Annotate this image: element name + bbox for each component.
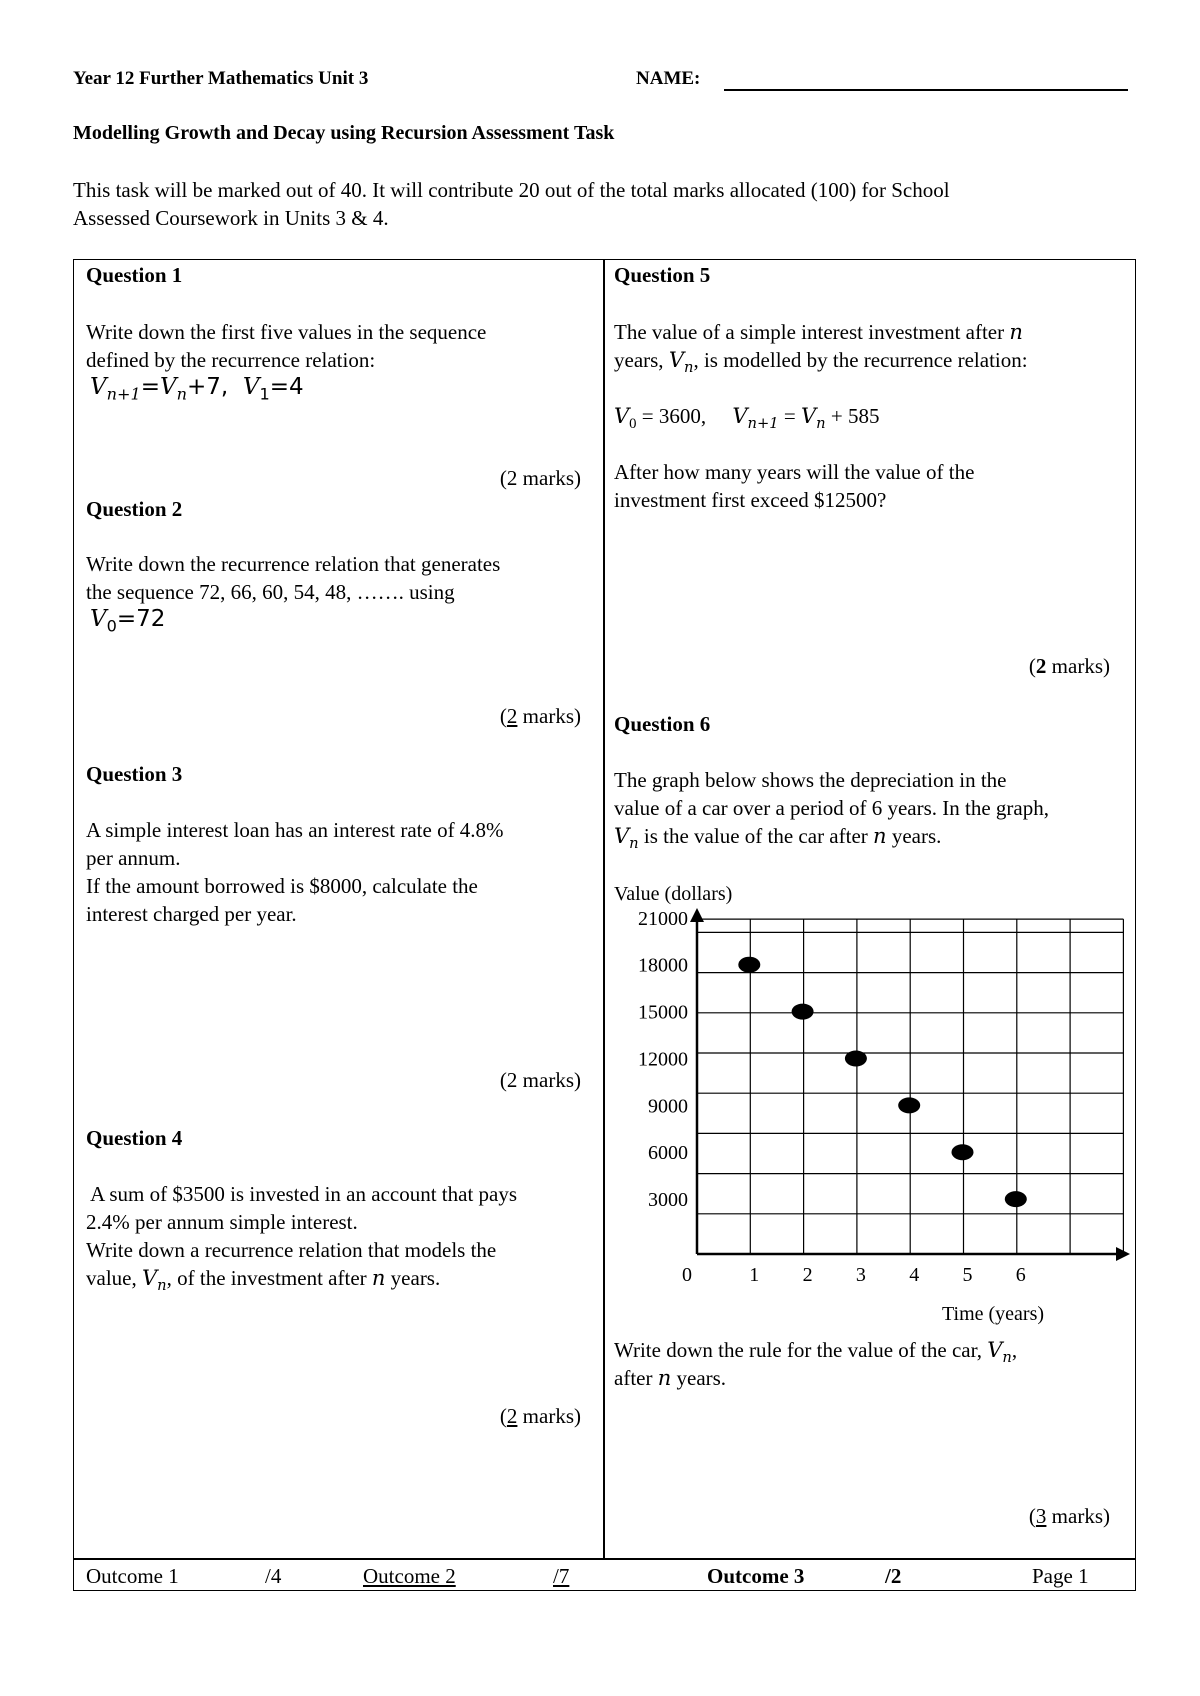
y-tick-label: 3000 bbox=[648, 1189, 688, 1212]
footer-outcome-3-score: /2 bbox=[885, 1564, 902, 1588]
q4-line-2: 2.4% per annum simple interest. bbox=[86, 1210, 358, 1234]
q5-line-2: years, $V_n$, is modelled by the recurrence relation: bbox=[614, 348, 1028, 377]
q4-marks: (2 marks) bbox=[499, 1404, 581, 1428]
data-point bbox=[1005, 1191, 1027, 1207]
x-tick-label: 3 bbox=[855, 1264, 866, 1286]
q2-line-2: the sequence 72, 66, 60, 54, 48, ……. using bbox=[86, 580, 455, 604]
q3-line-2: per annum. bbox=[86, 846, 181, 870]
q1-line-2: defined by the recurrence relation: bbox=[86, 348, 376, 372]
data-point bbox=[952, 1144, 974, 1160]
data-point bbox=[845, 1050, 867, 1066]
q6-line-3: $V_n$ is the value of the car after n years. bbox=[614, 824, 942, 853]
q6-line-2: value of a car over a period of 6 years. In the graph, bbox=[614, 796, 1049, 820]
y-tick-label: 6000 bbox=[648, 1142, 688, 1165]
y-tick-label: 12000 bbox=[638, 1048, 688, 1071]
q5-line-1: The value of a simple interest investment after n bbox=[614, 320, 1023, 344]
footer-page-number: Page 1 bbox=[1032, 1564, 1089, 1588]
depreciation-chart bbox=[604, 870, 1134, 1330]
x-tick-label: 6 bbox=[1015, 1264, 1026, 1286]
y-axis-arrow bbox=[690, 908, 704, 922]
footer-outcome-2-score: /7 bbox=[553, 1564, 570, 1588]
q5-line-4: investment first exceed $12500? bbox=[614, 488, 887, 512]
x-tick-label: 5 bbox=[962, 1264, 973, 1286]
q5-line-3: After how many years will the value of the bbox=[614, 460, 975, 484]
q6-after-1: Write down the rule for the value of the car, $V_n$, bbox=[614, 1338, 1018, 1367]
q4-title: Question 4 bbox=[86, 1126, 183, 1150]
x-tick-label: 0 bbox=[682, 1264, 692, 1286]
data-point bbox=[898, 1097, 920, 1113]
footer-outcome-1-score: /4 bbox=[265, 1564, 282, 1588]
q5-formula: $V_0 = 3600$, $V_{n+1} = V_n + 585$ bbox=[614, 404, 880, 433]
y-tick-label: 21000 bbox=[638, 907, 688, 930]
q4-line-1: A sum of $3500 is invested in an account that pays bbox=[86, 1182, 518, 1206]
q1-formula: $V_{n+1}=V_n+7$, $V_1=4$ bbox=[90, 374, 304, 404]
q6-marks: (3 marks) bbox=[1028, 1504, 1110, 1528]
course-title: Year 12 Further Mathematics Unit 3 bbox=[73, 68, 369, 89]
q3-line-4: interest charged per year. bbox=[86, 902, 297, 926]
q2-marks: (2 marks) bbox=[499, 704, 581, 728]
data-point bbox=[738, 957, 760, 973]
q4-line-3: Write down a recurrence relation that models the bbox=[86, 1238, 497, 1262]
y-tick-label: 15000 bbox=[638, 1001, 688, 1024]
intro-line-2: Assessed Coursework in Units 3 & 4. bbox=[73, 206, 389, 230]
q1-title: Question 1 bbox=[86, 263, 183, 287]
q3-marks: (2 marks) bbox=[499, 1068, 581, 1092]
footer-outcome-2: Outcome 2 bbox=[363, 1564, 456, 1588]
footer-outcome-3: Outcome 3 bbox=[707, 1564, 805, 1588]
q6-title: Question 6 bbox=[614, 712, 711, 736]
intro-line-1: This task will be marked out of 40. It will contribute 20 out of the total marks allocated (100) for School bbox=[73, 178, 950, 202]
y-tick-label: 9000 bbox=[648, 1095, 688, 1118]
q1-marks: (2 marks) bbox=[499, 466, 581, 490]
q2-formula: $V_0=72$ bbox=[90, 606, 166, 636]
q6-after-2: after n years. bbox=[614, 1366, 727, 1390]
task-title: Modelling Growth and Decay using Recursion Assessment Task bbox=[73, 122, 615, 144]
q1-line-1: Write down the first five values in the sequence bbox=[86, 320, 487, 344]
q2-line-1: Write down the recurrence relation that generates bbox=[86, 552, 501, 576]
q3-line-1: A simple interest loan has an interest rate of 4.8% bbox=[86, 818, 504, 842]
name-input-line[interactable] bbox=[724, 89, 1128, 91]
x-axis-label: Time (years) bbox=[942, 1303, 1045, 1325]
data-point bbox=[792, 1004, 814, 1020]
x-tick-label: 4 bbox=[909, 1264, 920, 1286]
q4-line-4: value, $V_n$, of the investment after n years. bbox=[86, 1266, 441, 1295]
footer-divider bbox=[73, 1558, 1136, 1560]
q5-marks: (2 marks) bbox=[1028, 654, 1110, 678]
name-label: NAME: bbox=[636, 68, 701, 89]
y-axis-label: Value (dollars) bbox=[614, 883, 733, 905]
q2-title: Question 2 bbox=[86, 497, 183, 521]
q3-title: Question 3 bbox=[86, 762, 183, 786]
q3-line-3: If the amount borrowed is $8000, calculate the bbox=[86, 874, 478, 898]
x-tick-label: 1 bbox=[749, 1264, 760, 1286]
x-tick-label: 2 bbox=[802, 1264, 813, 1286]
q5-title: Question 5 bbox=[614, 263, 711, 287]
q6-line-1: The graph below shows the depreciation in the bbox=[614, 768, 1007, 792]
y-tick-label: 18000 bbox=[638, 954, 688, 977]
footer-outcome-1: Outcome 1 bbox=[86, 1564, 179, 1588]
